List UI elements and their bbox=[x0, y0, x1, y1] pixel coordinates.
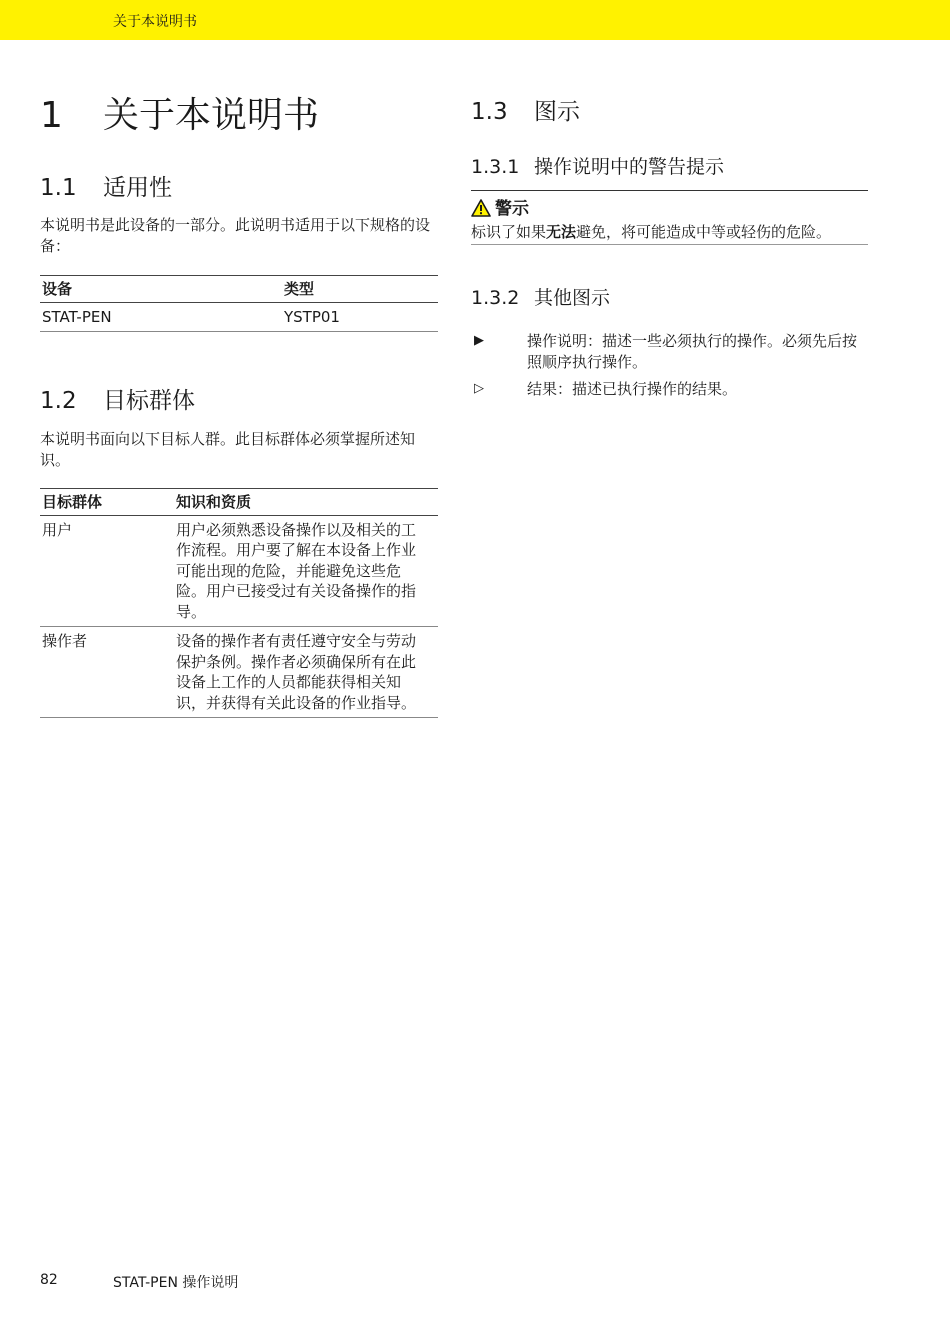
table-cell: STAT-PEN bbox=[40, 302, 282, 332]
table-cell: 用户 bbox=[40, 515, 174, 627]
warning-text-pre: 标识了如果 bbox=[471, 223, 547, 241]
target-group-table bbox=[40, 488, 438, 718]
table-cell: 操作者 bbox=[40, 627, 174, 718]
outline-triangle-icon: ▷ bbox=[474, 381, 484, 396]
section-number: 1.1 bbox=[40, 175, 77, 201]
table-header: 设备 bbox=[40, 276, 282, 303]
list-item bbox=[471, 331, 868, 373]
warning-text-bold: 无法 bbox=[546, 223, 577, 241]
header-section-title: 关于本说明书 bbox=[113, 14, 197, 30]
warning-triangle-icon bbox=[471, 199, 491, 217]
header-bar bbox=[0, 0, 950, 40]
section-number: 1.2 bbox=[40, 388, 77, 414]
subsection-number: 1.3.2 bbox=[471, 287, 520, 309]
subsection-title: 操作说明中的警告提示 bbox=[534, 156, 725, 178]
section-title: 图示 bbox=[534, 99, 580, 125]
device-table bbox=[40, 275, 438, 332]
page-number: 82 bbox=[40, 1272, 58, 1288]
table-row bbox=[40, 627, 438, 718]
warning-top-rule bbox=[471, 190, 868, 191]
list-item bbox=[471, 379, 868, 401]
warning-text bbox=[471, 222, 831, 242]
warning-text-post: 避免，将可能造成中等或轻伤的危险。 bbox=[576, 223, 832, 241]
table-cell: 用户必须熟悉设备操作以及相关的工作流程。用户要了解在本设备上作业可能出现的危险，并能避免这些危险。用户已接受过有关设备操作的指导。 bbox=[174, 515, 438, 627]
table-row bbox=[40, 515, 438, 627]
chapter-title: 关于本说明书 bbox=[103, 95, 320, 136]
section-title: 适用性 bbox=[103, 175, 172, 201]
table-header: 目标群体 bbox=[40, 489, 174, 516]
warning-heading bbox=[471, 198, 529, 220]
filled-triangle-icon: ▶ bbox=[474, 333, 484, 348]
subsection-number: 1.3.1 bbox=[471, 156, 520, 178]
warning-bottom-rule bbox=[471, 244, 868, 245]
list-item-text: 结果：描述已执行操作的结果。 bbox=[527, 380, 738, 398]
table-header: 知识和资质 bbox=[174, 489, 438, 516]
target-group-text: 本说明书面向以下目标人群。此目标群体必须掌握所述知识。 bbox=[40, 430, 416, 469]
table-header: 类型 bbox=[282, 276, 438, 303]
applicability-text: 本说明书是此设备的一部分。此说明书适用于以下规格的设备： bbox=[40, 216, 431, 255]
footer-doc-title: STAT-PEN 操作说明 bbox=[113, 1275, 239, 1291]
section-title: 目标群体 bbox=[103, 388, 195, 414]
table-row bbox=[40, 302, 438, 332]
chapter-number: 1 bbox=[40, 95, 63, 136]
subsection-title: 其他图示 bbox=[534, 287, 611, 309]
warning-label: 警示 bbox=[495, 199, 529, 219]
table-cell: YSTP01 bbox=[282, 302, 438, 332]
table-cell: 设备的操作者有责任遵守安全与劳动保护条例。操作者必须确保所有在此设备上工作的人员都能获得相关知识，并获得有关此设备的作业指导。 bbox=[174, 627, 438, 718]
list-item-text: 操作说明：描述一些必须执行的操作。必须先后按照顺序执行操作。 bbox=[527, 332, 858, 371]
section-number: 1.3 bbox=[471, 99, 508, 125]
